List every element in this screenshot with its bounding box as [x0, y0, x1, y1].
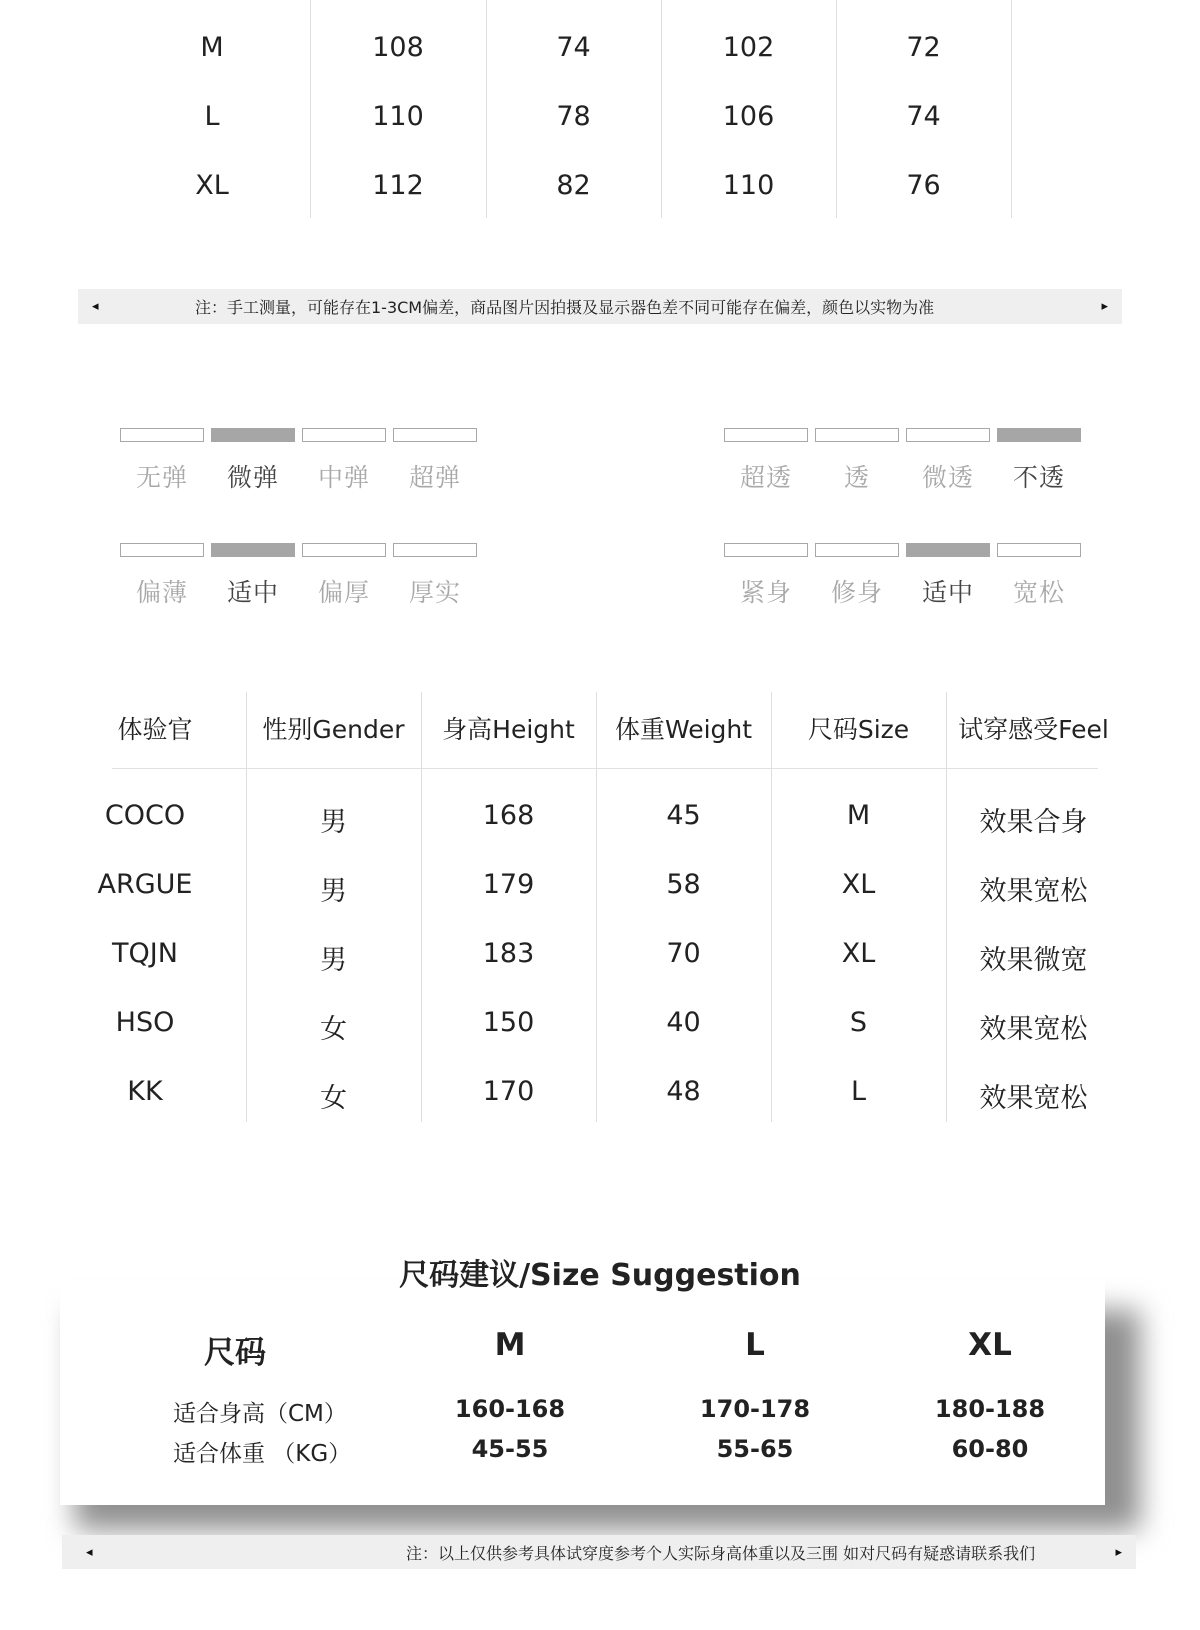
transparency-level-bar [724, 428, 808, 442]
scroll-left-icon[interactable]: ◂ [92, 299, 99, 314]
elasticity-level-bar [393, 428, 477, 442]
thickness-level-label: 偏厚 [317, 578, 370, 607]
height-value-m: 160-168 [454, 1395, 566, 1423]
table-cell: 110 [722, 170, 775, 201]
scroll-right-icon[interactable]: ▸ [1101, 299, 1108, 314]
tester-weight: 45 [666, 800, 701, 831]
thickness-level-label: 厚实 [408, 578, 461, 607]
table-cell: 78 [556, 101, 591, 132]
tester-feel: 效果宽松 [979, 876, 1088, 907]
height-value-xl: 180-188 [934, 1395, 1046, 1423]
weight-row-label: 适合体重 （KG） [173, 1441, 352, 1467]
tester-name: COCO [104, 800, 186, 831]
transparency-level-bar [815, 428, 899, 442]
measurement-note-bar [78, 289, 1122, 324]
elasticity-level-label: 超弹 [408, 463, 461, 492]
size-header-xl: XL [968, 1327, 1012, 1363]
tester-gender: 女 [320, 1014, 347, 1045]
table-cell: 110 [372, 101, 424, 132]
tester-gender: 男 [320, 876, 347, 907]
column-divider [596, 692, 597, 1122]
thickness-level-label: 适中 [226, 578, 279, 607]
transparency-level-label: 不透 [1012, 463, 1065, 492]
fit-level-label: 紧身 [739, 578, 792, 607]
elasticity-level-label: 中弹 [317, 463, 370, 492]
elasticity-level-label: 无弹 [135, 463, 188, 492]
thickness-level-bar [211, 543, 295, 557]
tester-name: TQJN [112, 938, 178, 969]
tester-weight: 70 [666, 938, 701, 969]
size-cell: XL [195, 170, 229, 201]
size-suggestion-card [60, 1280, 1105, 1505]
size-header-label: 尺码 [204, 1335, 266, 1371]
tester-feel: 效果微宽 [979, 945, 1088, 976]
tester-height: 170 [482, 1076, 535, 1107]
tester-size: XL [841, 938, 876, 969]
thickness-level-bar [302, 543, 386, 557]
thickness-level-bar [393, 543, 477, 557]
fit-note-text: 注：以上仅供参考具体试穿度参考个人实际身高体重以及三围 如对尺码有疑惑请联系我们 [406, 1543, 1036, 1563]
fit-level-bar [815, 543, 899, 557]
thickness-level-label: 偏薄 [135, 578, 188, 607]
header-weight: 体重Weight [614, 715, 753, 744]
header-size: 尺码Size [807, 715, 910, 744]
fit-level-bar [906, 543, 990, 557]
thickness-level-bar [120, 543, 204, 557]
elasticity-level-bar [120, 428, 204, 442]
tester-weight: 48 [666, 1076, 701, 1107]
tester-height: 168 [482, 800, 535, 831]
size-cell: L [204, 101, 220, 132]
fit-level-label: 宽松 [1012, 578, 1065, 607]
size-header-m: M [494, 1327, 526, 1363]
fit-level-label: 适中 [921, 578, 974, 607]
weight-value-l: 55-65 [716, 1435, 794, 1463]
tester-size: L [850, 1076, 867, 1107]
tester-size: XL [841, 869, 876, 900]
table-cell: 112 [372, 170, 424, 201]
fit-level-bar [724, 543, 808, 557]
table-cell: 76 [906, 170, 941, 201]
tester-size: S [849, 1007, 868, 1038]
column-divider [771, 692, 772, 1122]
size-measurement-table [0, 0, 1020, 220]
tester-feel: 效果宽松 [979, 1014, 1088, 1045]
tester-name: ARGUE [97, 869, 193, 900]
column-divider [421, 692, 422, 1122]
table-cell: 102 [722, 32, 775, 63]
elasticity-level-bar [211, 428, 295, 442]
tester-gender: 男 [320, 807, 347, 838]
tester-size: M [846, 800, 871, 831]
transparency-level-label: 超透 [739, 463, 792, 492]
size-header-l: L [745, 1327, 765, 1363]
tester-gender: 女 [320, 1083, 347, 1114]
fit-level-label: 修身 [830, 578, 883, 607]
column-divider [1011, 0, 1012, 218]
table-cell: 108 [372, 32, 424, 63]
transparency-level-label: 微透 [921, 463, 974, 492]
table-cell: 106 [722, 101, 775, 132]
fit-note-bar [62, 1535, 1136, 1569]
tester-feel: 效果宽松 [979, 1083, 1088, 1114]
tester-weight: 40 [666, 1007, 701, 1038]
elasticity-level-bar [302, 428, 386, 442]
tester-weight: 58 [666, 869, 701, 900]
tester-name: HSO [115, 1007, 175, 1038]
fit-level-bar [997, 543, 1081, 557]
measurement-note-text: 注：手工测量，可能存在1-3CM偏差，商品图片因拍摄及显示器色差不同可能存在偏差，颜色以实物为准 [195, 298, 935, 317]
scroll-left-icon[interactable]: ◂ [86, 1544, 93, 1560]
header-divider [112, 768, 1098, 769]
tester-feel: 效果合身 [979, 807, 1088, 838]
header-gender: 性别Gender [262, 715, 405, 744]
transparency-level-bar [906, 428, 990, 442]
size-cell: M [200, 32, 224, 63]
table-cell: 74 [556, 32, 591, 63]
height-value-l: 170-178 [699, 1395, 811, 1423]
tester-fit-table [0, 690, 1200, 1130]
tester-height: 150 [482, 1007, 535, 1038]
elasticity-level-label: 微弹 [226, 463, 279, 492]
transparency-level-label: 透 [843, 463, 870, 492]
table-cell: 82 [556, 170, 591, 201]
tester-height: 183 [482, 938, 535, 969]
tester-name: KK [127, 1076, 163, 1107]
size-suggestion-title: 尺码建议/Size Suggestion [399, 1258, 801, 1293]
tester-gender: 男 [320, 945, 347, 976]
transparency-level-bar [997, 428, 1081, 442]
table-cell: 72 [906, 32, 941, 63]
weight-value-xl: 60-80 [951, 1435, 1029, 1463]
tester-height: 179 [482, 869, 535, 900]
height-row-label: 适合身高（CM） [173, 1401, 347, 1427]
scroll-right-icon[interactable]: ▸ [1115, 1544, 1122, 1560]
header-tester: 体验官 [117, 715, 193, 744]
header-feel: 试穿感受Feel [958, 715, 1109, 744]
table-cell: 74 [906, 101, 941, 132]
weight-value-m: 45-55 [471, 1435, 549, 1463]
header-height: 身高Height [442, 715, 575, 744]
